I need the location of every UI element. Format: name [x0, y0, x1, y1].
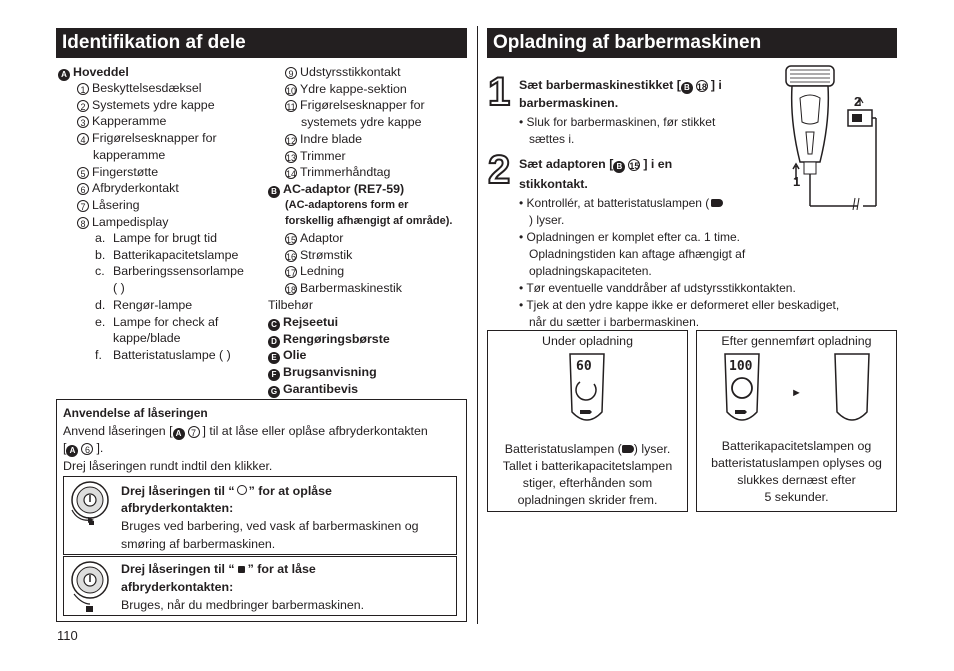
badge-a: A: [58, 69, 70, 81]
list-item: [285, 280, 402, 296]
list-item: [285, 131, 362, 147]
bullet-line: • Tør eventuelle vanddråber af udstyrsstikkontakten.: [519, 281, 796, 295]
column-divider: [477, 26, 478, 624]
lock-ring-icon: [68, 558, 112, 614]
step-2-heading-1b: ] i en: [643, 157, 673, 171]
unlock-line-2: afbryderkontakten:: [121, 501, 234, 515]
left-section-title: Identifikation af dele: [56, 28, 467, 58]
badge-b: B: [268, 186, 280, 198]
item-text: Systemets ydre kappe: [92, 97, 215, 112]
item-number: 17: [286, 268, 297, 279]
item-text: Strømstik: [300, 247, 353, 262]
after-line-3: slukkes dernæst efter: [737, 473, 856, 487]
during-line-1a: Batteristatuslampen (: [504, 442, 622, 456]
item-text: Trimmerhåndtag: [300, 165, 391, 180]
lock-line-1b: ] til at låse eller oplåse afbryderkontakten: [202, 424, 428, 438]
during-line-2: Tallet i batterikapacitetslampen: [502, 459, 673, 473]
list-item: [285, 230, 343, 246]
item-text: systemets ydre kappe: [301, 115, 422, 130]
list-item: [77, 164, 158, 180]
item-text: Adaptor: [300, 231, 344, 245]
bullet-text: når du sætter i barbermaskinen.: [529, 315, 700, 329]
bullet-line: [529, 263, 652, 279]
during-line-1: [487, 441, 688, 458]
item-number: 18: [286, 285, 297, 296]
item-number: 15: [286, 235, 297, 245]
hoveddel-label: Hoveddel: [73, 65, 129, 79]
item-text: Udstyrsstikkontakt: [300, 65, 401, 79]
sub-text: kappe/blade: [113, 331, 181, 346]
sub-key: a.: [95, 231, 106, 245]
sub-text: ( ): [113, 281, 125, 296]
item-text: Ydre kappe-sektion: [300, 81, 407, 96]
ac-adaptor-label: AC-adaptor (RE7-59): [283, 182, 405, 196]
page-number: 110: [57, 628, 78, 643]
item-text: Lampedisplay: [92, 214, 169, 229]
step-2-number: 2: [488, 148, 511, 192]
item-number: 2: [77, 100, 89, 112]
item-text: Indre blade: [300, 131, 363, 146]
ref-b-badge-2: B: [613, 161, 625, 173]
during-line-1b: ) lyser.: [633, 442, 671, 456]
list-item: [285, 64, 401, 80]
list-item: [285, 97, 425, 113]
accessory-badge: F: [268, 369, 280, 381]
item-number: 14: [286, 169, 297, 180]
item-number: 16: [286, 251, 297, 262]
bullet-text: Tør eventuelle vanddråber af udstyrsstikkontakten.: [526, 281, 796, 295]
sub-key: e.: [95, 314, 106, 329]
accessory-badge: C: [268, 319, 280, 331]
lock-line-1a: Anvend låseringen [: [63, 424, 173, 438]
figure-label-2: 2: [854, 94, 862, 109]
item-text: kapperamme: [93, 147, 166, 162]
sub-text: Lampe for check af: [113, 314, 219, 329]
unlock-line-3: Bruges ved barbering, ved vask af barbermaskinen og: [121, 519, 419, 533]
sub-text: Lampe for brugt tid: [113, 231, 218, 245]
lock-line-c: Bruges, når du medbringer barbermaskinen.: [121, 598, 365, 612]
lock-line-a1: Drej låseringen til “: [121, 562, 235, 576]
unlock-line-1: [121, 483, 332, 499]
lock-line-2: [63, 440, 103, 457]
item-text: Frigørelsesknapper for: [300, 98, 425, 113]
item-text: Trimmer: [300, 148, 346, 163]
list-item: [93, 147, 165, 163]
adaptor-note-1: (AC-adaptorens form er: [285, 199, 409, 211]
bullet-line: • Opladningen er komplet efter ca. 1 time.: [519, 230, 740, 244]
item-number: 12: [286, 135, 297, 146]
item-text: Låsering: [92, 197, 140, 212]
item-number: 5: [77, 167, 89, 179]
lock-line-b: afbryderkontakten:: [121, 580, 234, 594]
section-a-heading: [58, 64, 129, 81]
lock-line-3: Drej låseringen rundt indtil den klikker.: [63, 459, 273, 473]
bullet-text: Kontrollér, at batteristatuslampen (: [526, 196, 710, 210]
step-1-heading-1: [519, 77, 722, 94]
ref-18: 18: [696, 82, 707, 92]
accessory-item: [268, 314, 338, 331]
accessory-item: [268, 331, 390, 348]
list-item: [285, 263, 344, 279]
item-number: 1: [77, 83, 89, 95]
lock-line-a: [121, 561, 316, 577]
unlock-icon: [237, 485, 247, 495]
item-number: 9: [285, 67, 297, 79]
item-number: 3: [77, 116, 89, 128]
after-charging-title: Efter gennemført opladning: [721, 334, 872, 348]
list-item: [77, 130, 217, 146]
section-b-heading: [268, 181, 404, 198]
item-number: 4: [77, 133, 89, 145]
step-1-heading-1a: Sæt barbermaskinestikket [: [519, 78, 681, 92]
ref-15: 15: [629, 161, 640, 171]
list-item: [77, 214, 168, 230]
after-line-4: 5 sekunder.: [764, 490, 829, 504]
list-item: [77, 113, 166, 129]
accessory-text: Rejseetui: [283, 315, 339, 329]
step-1-heading-2: barbermaskinen.: [519, 96, 619, 110]
item-number: 6: [77, 183, 89, 195]
sub-key: d.: [95, 297, 106, 312]
list-item: [77, 97, 215, 113]
accessory-item: [268, 381, 358, 398]
bullet-line: • Tjek at den ydre kappe ikke er deformeret eller beskadiget,: [519, 298, 840, 312]
unlock-line-1b: ” for at oplåse: [248, 484, 332, 498]
item-text: Beskyttelsesdæksel: [92, 81, 202, 95]
unlock-ring-icon: [68, 480, 112, 526]
item-number: 13: [286, 152, 297, 163]
sub-text: Batteristatuslampe ( ): [113, 347, 231, 362]
item-text: Frigørelsesknapper for: [92, 131, 217, 146]
lock-icon: [238, 566, 245, 573]
sub-key: c.: [95, 264, 105, 279]
list-item: [285, 164, 390, 180]
step-1-heading-1b: ] i: [710, 78, 722, 92]
unlock-line-1a: Drej låseringen til “: [121, 484, 235, 498]
sub-text: Barberingssensorlampe: [113, 264, 244, 279]
list-item: [301, 114, 422, 130]
bullet-line: [529, 314, 699, 330]
sub-text: Rengør-lampe: [113, 297, 193, 312]
item-number: 10: [286, 85, 297, 96]
lock-line-a2: ” for at låse: [247, 562, 316, 576]
bullet-text: Tjek at den ydre kappe ikke er deformeret eller beskadiget,: [526, 298, 840, 312]
adaptor-note-2: forskellig afhængigt af område).: [285, 215, 453, 227]
ref-b-badge: B: [681, 82, 693, 94]
ref-6: 6: [81, 443, 93, 455]
list-item: [77, 180, 179, 196]
bullet-text: opladningskapaciteten.: [529, 264, 652, 278]
step-2-heading-1: [519, 156, 672, 173]
step-2-heading-2: stikkontakt.: [519, 177, 588, 191]
list-item: [77, 197, 140, 213]
display-after-icon: [721, 352, 763, 430]
after-line-1: Batterikapacitetslampen og: [721, 439, 872, 453]
list-item: [285, 148, 346, 164]
item-number: 11: [286, 102, 296, 113]
step-1-bullet-1-text: Sluk for barbermaskinen, før stikket: [526, 115, 716, 129]
item-number: 8: [77, 217, 89, 229]
display-during-icon: [566, 352, 608, 430]
sub-key: b.: [95, 247, 106, 262]
accessory-item: [268, 364, 377, 381]
step-1-number: 1: [488, 70, 511, 114]
item-number: 7: [77, 200, 89, 212]
during-line-3: stiger, efterhånden som: [522, 476, 653, 490]
plug-icon: [711, 199, 723, 207]
arrow-right-icon: ►: [791, 387, 802, 399]
step-1-bullet-1: • Sluk for barbermaskinen, før stikket: [519, 115, 716, 129]
item-text: Fingerstøtte: [92, 164, 159, 179]
step-1-bullet-2: sættes i.: [529, 132, 575, 146]
sub-text: Batterikapacitetslampe: [113, 247, 239, 262]
lock-line-2a: [: [63, 441, 67, 455]
display-off-icon: [831, 352, 873, 430]
item-text: Barbermaskinestik: [300, 281, 402, 296]
bullet-line: • Kontrollér, at batteristatuslampen (: [519, 195, 725, 211]
accessory-text: Brugsanvisning: [283, 365, 377, 380]
accessory-item: [268, 347, 306, 364]
during-charging-title: Under opladning: [542, 334, 633, 348]
accessory-text: Rengøringsbørste: [283, 331, 390, 346]
accessories-label: Tilbehør: [268, 298, 313, 312]
lock-line-2b: ].: [96, 441, 104, 455]
bullet-text: Opladningstiden kan aftage afhængigt af: [529, 247, 746, 261]
accessory-text: Garantibevis: [283, 381, 359, 396]
ref-a-badge: A: [173, 428, 185, 440]
accessory-text: Olie: [283, 348, 307, 363]
accessory-badge: E: [268, 352, 280, 364]
list-item: [285, 247, 352, 263]
list-item: [77, 80, 202, 96]
plug-icon: [622, 445, 634, 453]
item-text: Ledning: [300, 264, 345, 279]
display-after-value: 100: [729, 359, 753, 374]
ref-7: 7: [188, 426, 200, 438]
bullet-line: [529, 246, 745, 262]
step-2-heading-1a: Sæt adaptoren [: [519, 157, 614, 171]
accessory-badge: D: [268, 336, 280, 348]
lock-title: Anvendelse af låseringen: [63, 406, 208, 420]
bullet-line: ) lyser.: [529, 213, 565, 227]
right-section-title: Opladning af barbermaskinen: [487, 28, 897, 58]
item-text: Afbryderkontakt: [92, 181, 179, 196]
accessory-badge: G: [268, 386, 280, 398]
display-during-value: 60: [576, 359, 592, 374]
ref-a-badge-2: A: [66, 445, 78, 457]
lock-line-1: [63, 423, 428, 440]
figure-label-1: 1: [793, 174, 801, 189]
during-line-4: opladningen skrider frem.: [517, 493, 658, 507]
after-line-2: batteristatuslampen oplyses og: [711, 456, 882, 470]
list-item: [285, 81, 407, 97]
sub-key: f.: [95, 347, 102, 362]
unlock-line-4: smøring af barbermaskinen.: [121, 537, 276, 551]
bullet-text: Opladningen er komplet efter ca. 1 time.: [526, 230, 740, 244]
item-text: Kapperamme: [92, 114, 167, 129]
